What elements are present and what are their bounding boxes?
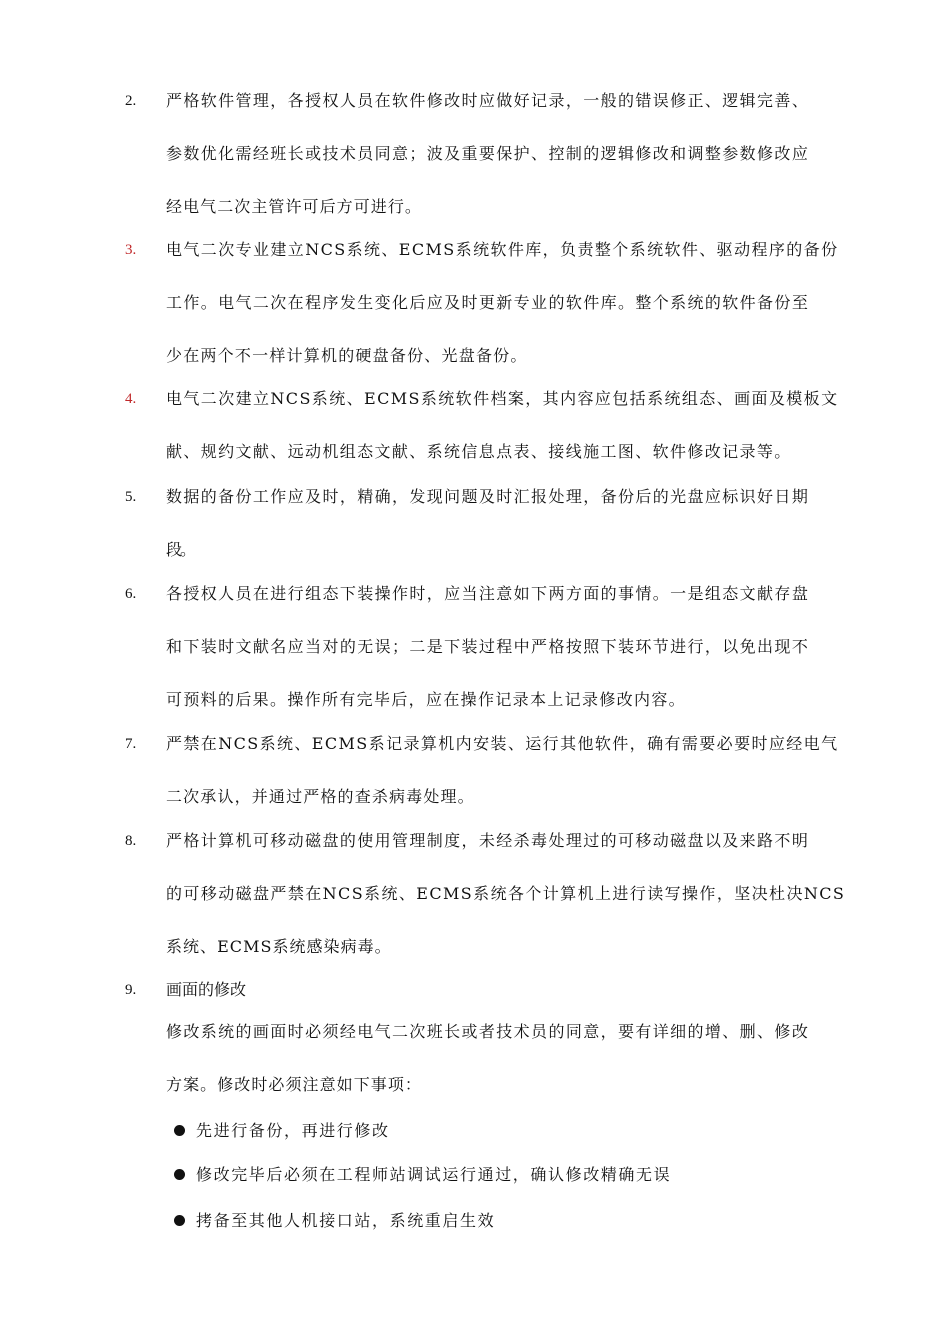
item-title: 画面的修改 xyxy=(166,980,247,999)
item-line: 和下装时文献名应当对的无误；二是下装过程中严格按照下装环节进行，以免出现不 xyxy=(166,637,810,656)
item-line: 严格软件管理，各授权人员在软件修改时应做好记录，一般的错误修正、逻辑完善、 xyxy=(166,91,810,110)
item-number: 6. xyxy=(125,586,137,602)
item-number: 8. xyxy=(125,833,137,849)
item-line: 二次承认，并通过严格的查杀病毒处理。 xyxy=(166,787,475,806)
bullet-text: 拷备至其他人机接口站，系统重启生效 xyxy=(196,1211,496,1230)
item-line: 方案。修改时必须注意如下事项： xyxy=(166,1075,423,1094)
item-number: 5. xyxy=(125,489,137,505)
item-line: 可预料的后果。操作所有完毕后，应在操作记录本上记录修改内容。 xyxy=(166,690,687,709)
item-line: 参数优化需经班长或技术员同意；波及重要保护、控制的逻辑修改和调整参数修改应 xyxy=(166,144,810,163)
item-line: 数据的备份工作应及时，精确，发现问题及时汇报处理，备份后的光盘应标识好日期 xyxy=(166,487,810,506)
item-number: 7. xyxy=(125,736,137,752)
item-line: 修改系统的画面时必须经电气二次班长或者技术员的同意，要有详细的增、删、修改 xyxy=(166,1022,810,1041)
filled-circle-icon xyxy=(174,1169,185,1180)
item-number: 2. xyxy=(125,93,137,109)
item-line: 工作。电气二次在程序发生变化后应及时更新专业的软件库。整个系统的软件备份至 xyxy=(166,293,810,312)
item-line: 电气二次专业建立NCS系统、ECMS系统软件库，负责整个系统软件、驱动程序的备份 xyxy=(166,240,839,259)
item-line: 经电气二次主管许可后方可进行。 xyxy=(166,197,423,216)
item-line: 严禁在NCS系统、ECMS系记录算机内安装、运行其他软件，确有需要必要时应经电气 xyxy=(166,734,839,753)
item-line: 严格计算机可移动磁盘的使用管理制度，未经杀毒处理过的可移动磁盘以及来路不明 xyxy=(166,831,810,850)
item-line: 电气二次建立NCS系统、ECMS系统软件档案，其内容应包括系统组态、画面及模板文 xyxy=(166,389,839,408)
item-line: 系统、ECMS系统感染病毒。 xyxy=(166,937,392,956)
filled-circle-icon xyxy=(174,1125,185,1136)
item-line: 少在两个不一样计算机的硬盘备份、光盘备份。 xyxy=(166,346,528,365)
item-number: 4. xyxy=(125,391,137,407)
item-line: 献、规约文献、远动机组态文献、系统信息点表、接线施工图、软件修改记录等。 xyxy=(166,442,792,461)
item-line: 的可移动磁盘严禁在NCS系统、ECMS系统各个计算机上进行读写操作，坚决杜决NCS xyxy=(166,884,846,903)
item-line: 各授权人员在进行组态下装操作时，应当注意如下两方面的事情。一是组态文献存盘 xyxy=(166,584,810,603)
item-number: 3. xyxy=(125,242,137,258)
item-number: 9. xyxy=(125,982,137,998)
filled-circle-icon xyxy=(174,1215,185,1226)
bullet-text: 先进行备份，再进行修改 xyxy=(196,1121,390,1140)
bullet-text: 修改完毕后必须在工程师站调试运行通过，确认修改精确无误 xyxy=(196,1165,672,1184)
item-line: 段。 xyxy=(166,540,195,559)
